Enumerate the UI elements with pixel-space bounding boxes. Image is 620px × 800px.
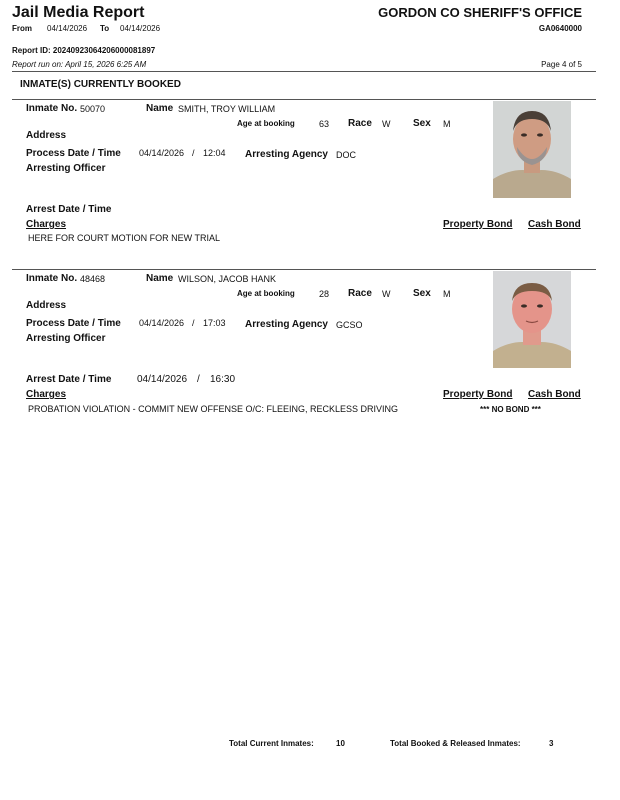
name-label: Name bbox=[146, 273, 174, 284]
cash-bond-label: Cash Bond bbox=[528, 219, 581, 230]
process-label: Process Date / Time bbox=[26, 148, 121, 159]
report-title: Jail Media Report bbox=[12, 4, 145, 21]
arresting-officer-label: Arresting Officer bbox=[26, 333, 106, 344]
name-label: Name bbox=[146, 103, 174, 114]
age-value: 28 bbox=[319, 289, 330, 299]
property-bond-label: Property Bond bbox=[443, 219, 513, 230]
address-label: Address bbox=[26, 300, 67, 311]
page-number: Page 4 of 5 bbox=[541, 60, 582, 69]
race-label: Race bbox=[348, 118, 372, 129]
total-booked-released-label: Total Booked & Released Inmates: bbox=[390, 739, 521, 748]
section-divider bbox=[12, 99, 596, 100]
total-current-label: Total Current Inmates: bbox=[229, 739, 314, 748]
process-date: 04/14/2026 bbox=[139, 318, 185, 328]
arrest-label: Arrest Date / Time bbox=[26, 204, 112, 215]
name-value: WILSON, JACOB HANK bbox=[178, 274, 277, 284]
arresting-officer-label: Arresting Officer bbox=[26, 163, 106, 174]
arresting-agency-value: DOC bbox=[336, 150, 356, 160]
sex-label: Sex bbox=[413, 288, 431, 299]
total-current-value: 10 bbox=[336, 739, 345, 748]
to-date: 04/14/2026 bbox=[120, 24, 161, 33]
arrest-time: 16:30 bbox=[210, 374, 236, 385]
to-label: To bbox=[100, 24, 110, 33]
arresting-agency-value: GCSO bbox=[336, 320, 363, 330]
header-divider bbox=[12, 71, 596, 72]
inmate-no-value: 48468 bbox=[80, 274, 106, 284]
arresting-agency-label: Arresting Agency bbox=[245, 149, 328, 160]
process-time: 12:04 bbox=[203, 148, 226, 158]
inmate-no-label: Inmate No. bbox=[26, 273, 78, 284]
sex-value: M bbox=[443, 289, 451, 299]
age-label: Age at booking bbox=[237, 119, 295, 128]
race-value: W bbox=[382, 289, 391, 299]
arrest-label: Arrest Date / Time bbox=[26, 374, 112, 385]
charges-value: HERE FOR COURT MOTION FOR NEW TRIAL bbox=[28, 233, 221, 243]
arrest-date: 04/14/2026 bbox=[137, 374, 188, 385]
from-label: From bbox=[12, 24, 32, 33]
report-run-on: Report run on: April 15, 2026 6:25 AM bbox=[12, 60, 147, 69]
from-date: 04/14/2026 bbox=[47, 24, 88, 33]
charges-label: Charges bbox=[26, 389, 67, 400]
inmate-no-value: 50070 bbox=[80, 104, 106, 114]
report-id: Report ID: 20240923064206000081897 bbox=[12, 46, 156, 55]
arresting-agency-label: Arresting Agency bbox=[245, 319, 328, 330]
agency-ori: GA0640000 bbox=[538, 24, 582, 33]
address-label: Address bbox=[26, 130, 67, 141]
sex-value: M bbox=[443, 119, 451, 129]
sex-label: Sex bbox=[413, 118, 431, 129]
section-title: INMATE(S) CURRENTLY BOOKED bbox=[20, 79, 181, 90]
age-label: Age at booking bbox=[237, 289, 295, 298]
record-divider bbox=[12, 269, 596, 270]
race-label: Race bbox=[348, 288, 372, 299]
total-booked-released-value: 3 bbox=[549, 739, 554, 748]
process-date: 04/14/2026 bbox=[139, 148, 185, 158]
process-slash: / bbox=[192, 318, 195, 328]
process-label: Process Date / Time bbox=[26, 318, 121, 329]
inmate-photo bbox=[493, 271, 571, 368]
agency-name: GORDON CO SHERIFF'S OFFICE bbox=[378, 5, 582, 20]
inmate-no-label: Inmate No. bbox=[26, 103, 78, 114]
charges-value: PROBATION VIOLATION - COMMIT NEW OFFENSE O/C: FLEEING, RECKLESS DRIVING bbox=[28, 404, 399, 414]
bond-value: *** NO BOND *** bbox=[480, 405, 541, 414]
process-slash: / bbox=[192, 148, 195, 158]
name-value: SMITH, TROY WILLIAM bbox=[178, 104, 276, 114]
property-bond-label: Property Bond bbox=[443, 389, 513, 400]
cash-bond-label: Cash Bond bbox=[528, 389, 581, 400]
charges-label: Charges bbox=[26, 219, 67, 230]
age-value: 63 bbox=[319, 119, 330, 129]
inmate-photo bbox=[493, 101, 571, 198]
process-time: 17:03 bbox=[203, 318, 226, 328]
arrest-slash: / bbox=[197, 374, 200, 385]
race-value: W bbox=[382, 119, 391, 129]
